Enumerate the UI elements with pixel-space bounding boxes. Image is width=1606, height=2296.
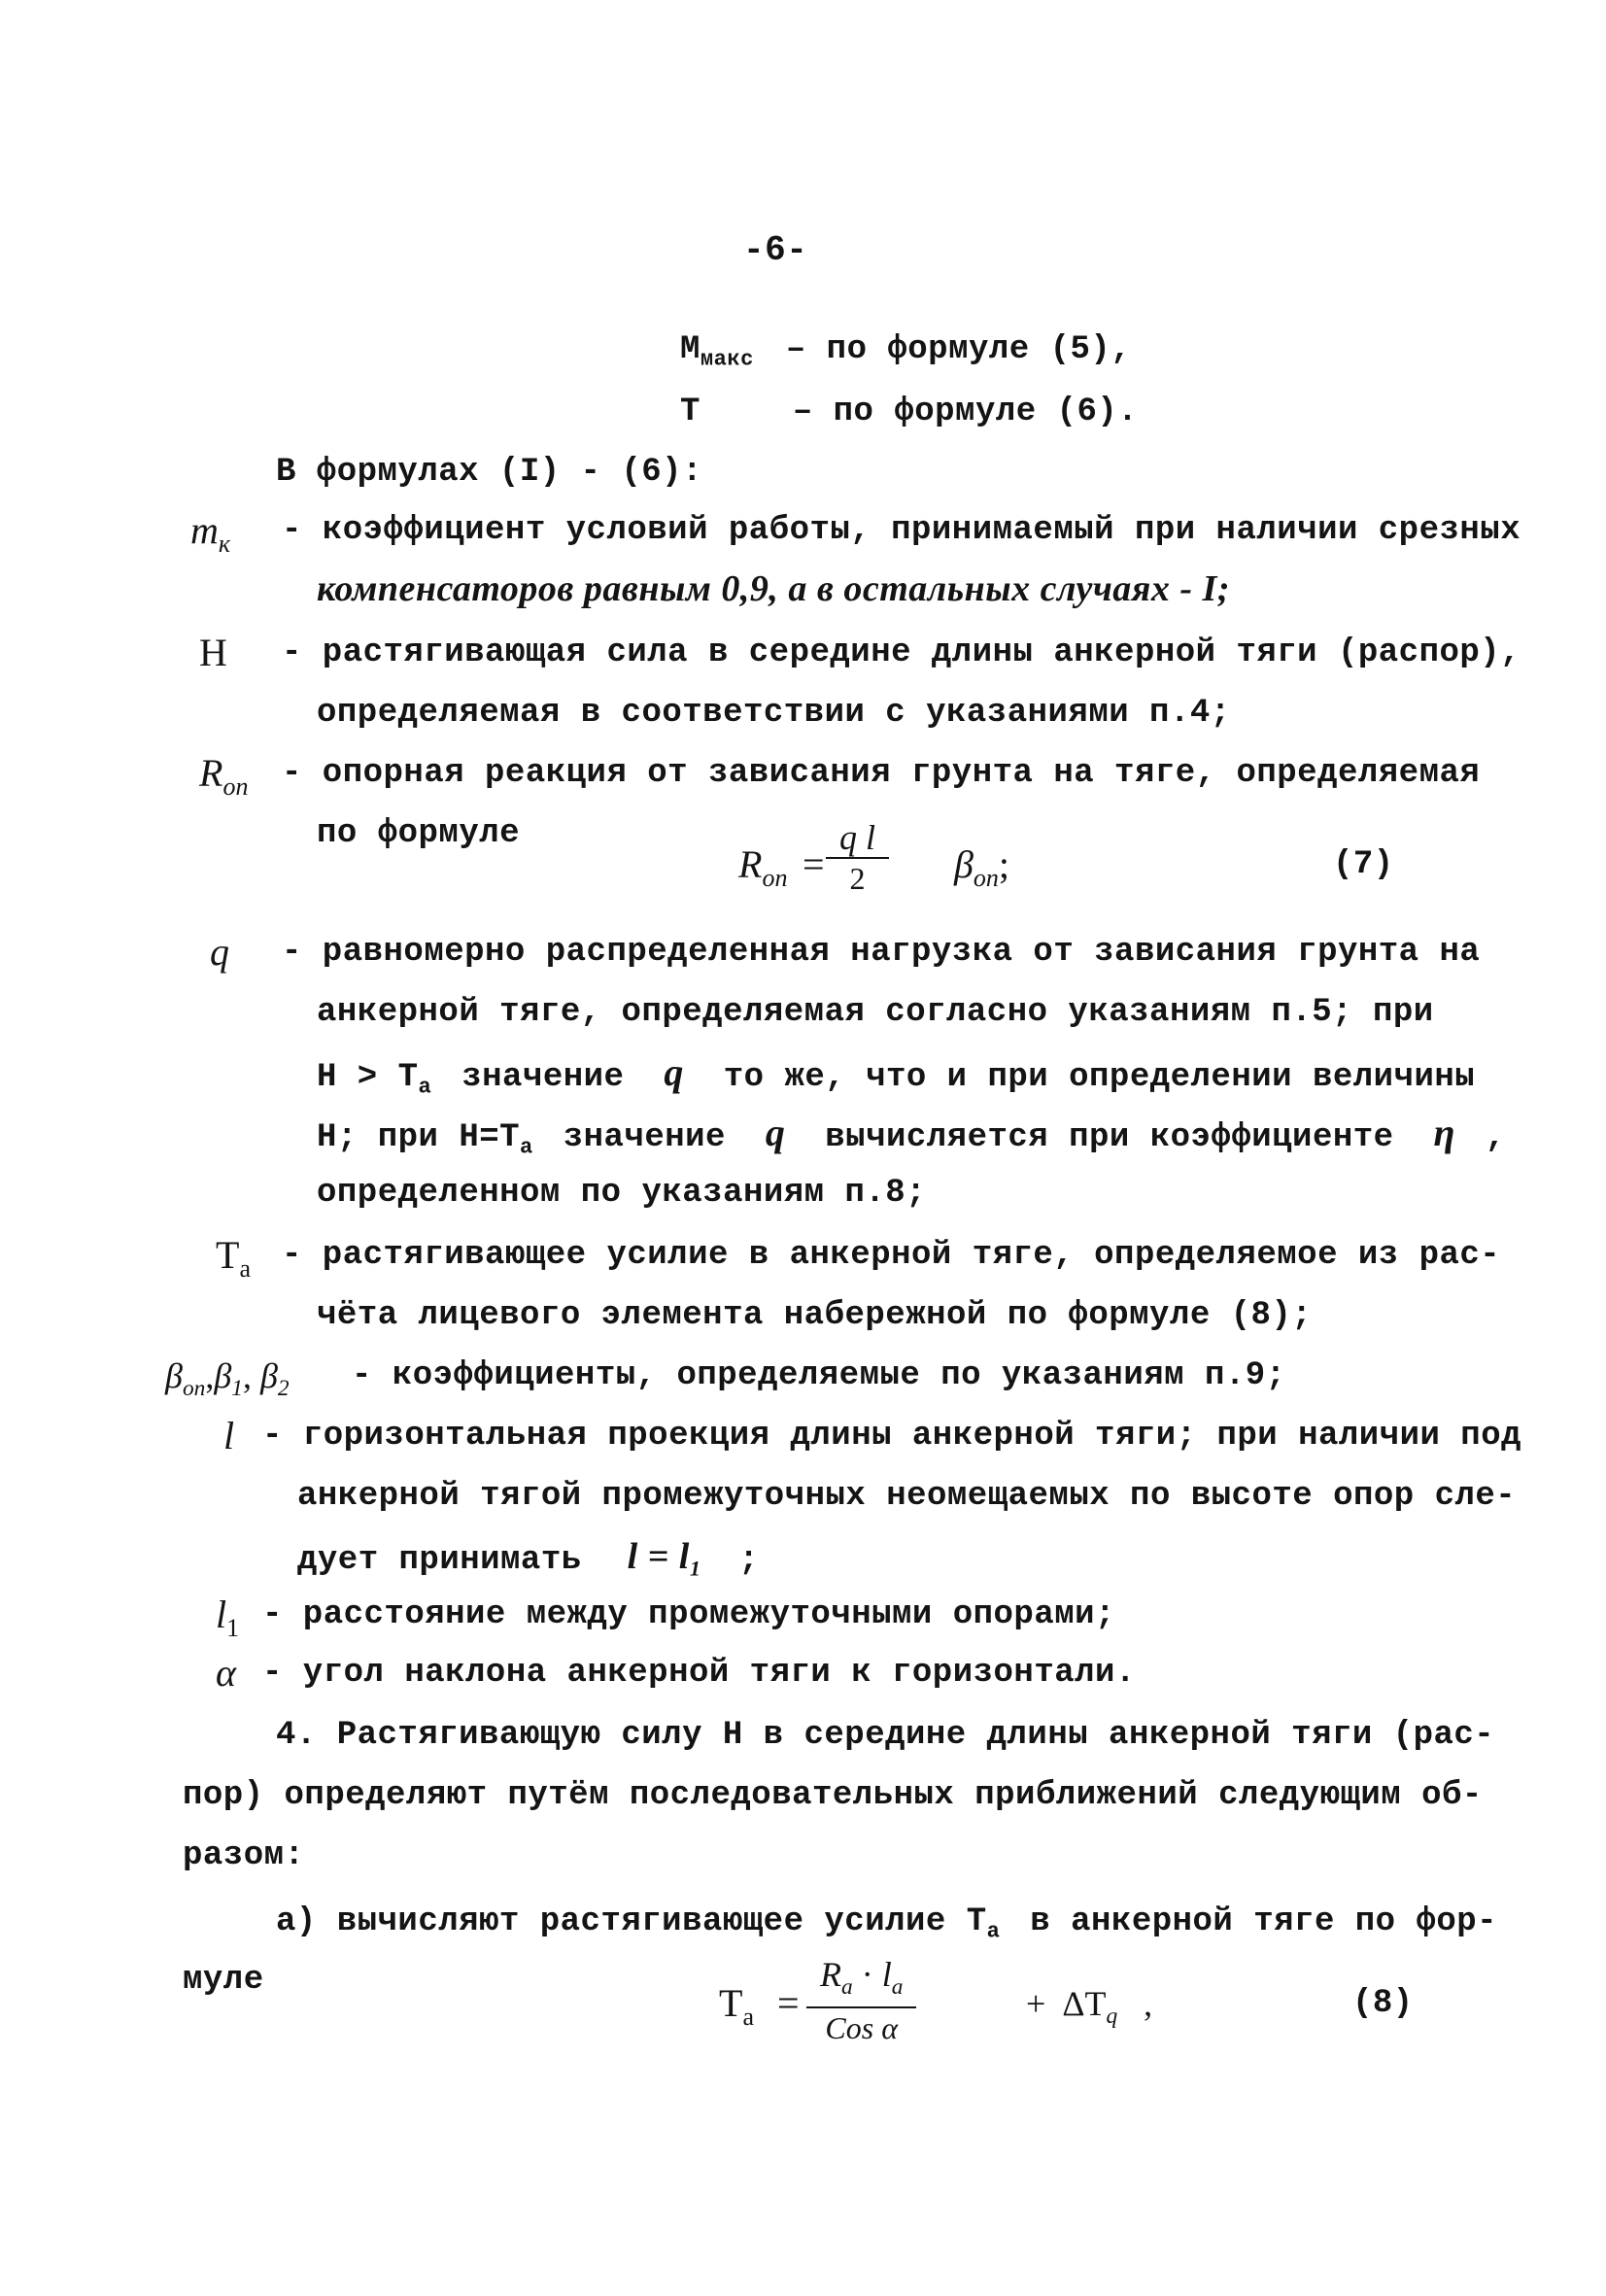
- formula8-number: (8): [1352, 1985, 1414, 2022]
- h-definition-line-2: определяемая в соответствии с указаниями п.4;: [317, 695, 1231, 732]
- q-definition-line-4: Н; при $Н=Т_а$ значение q вычисляется при коэффициенте η ,: [317, 1111, 1506, 1160]
- h-symbol: Н: [199, 631, 227, 674]
- l-definition-line-2: анкерной тягой промежуточных неомещаемых по высоте опор сле-: [297, 1478, 1517, 1515]
- ta-symbol: $Т_а$: [216, 1233, 251, 1284]
- formula8-plus-term: + $\Delta Т_q$ ,: [1026, 1984, 1153, 2030]
- mk-definition-line-2: компенсаторов равным 0,9, а в остальных случаях - I;: [317, 568, 1230, 609]
- r-op-definition-line-1: - опорная реакция от зависания грунта на тяге, определяемая: [282, 755, 1481, 792]
- h-definition-line-1: - растягивающая сила в середине длины анкерной тяги (распор),: [282, 634, 1521, 671]
- item-a-line-1: а) вычисляют растягивающее усилие $Т_а$ в анкерной тяге по фор-: [276, 1903, 1498, 1944]
- formula7-fraction: [826, 818, 889, 898]
- r-op-symbol: $R_{оп}$: [199, 751, 249, 802]
- paragraph4-line-3: разом:: [183, 1837, 305, 1874]
- l-definition-line-3: дует принимать $l = l_1$ ;: [297, 1536, 760, 1581]
- alpha-definition-line-1: - угол наклона анкерной тяги к горизонтали.: [262, 1655, 1136, 1692]
- paragraph4-line-1: 4. Растягивающую силу Н в середине длины анкерной тяги (рас-: [276, 1717, 1495, 1754]
- formulas-heading: В формулах (I) - (6):: [276, 454, 702, 491]
- paragraph4-line-2: пор) определяют путём последовательных приближений следующим об-: [183, 1777, 1483, 1814]
- item-a-line-2: муле: [183, 1962, 264, 1999]
- page-number: -6-: [743, 230, 808, 270]
- formula8-numerator: $R_a \cdot l_a$: [806, 1955, 916, 2008]
- formula8-equals: =: [777, 1981, 800, 2025]
- formula7-lhs: $R_{оп}$: [738, 842, 788, 893]
- q-definition-line-5: определенном по указаниям п.8;: [317, 1175, 927, 1212]
- r-op-definition-line-2: по формуле: [317, 815, 521, 852]
- q-symbol: q: [210, 930, 229, 974]
- beta-symbols: $\beta_{оп},\beta_1$, $\beta_2$: [165, 1356, 290, 1402]
- formula8-denominator: Cos α: [825, 2010, 898, 2046]
- mk-definition-line-1: - коэффициент условий работы, принимаемый при наличии срезных: [282, 512, 1521, 549]
- formula7-number: (7): [1333, 846, 1394, 883]
- formula7-denominator: 2: [849, 861, 866, 896]
- l1-definition-line-1: - расстояние между промежуточными опорами;: [262, 1596, 1115, 1633]
- m-max-symbol: М: [680, 331, 700, 368]
- formula7-numerator: q l: [826, 818, 889, 859]
- m-max-subscript: макс: [700, 347, 754, 372]
- q-definition-line-2: анкерной тяге, определяемая согласно указаниям п.5; при: [317, 994, 1434, 1031]
- l-symbol: l: [223, 1414, 235, 1457]
- alpha-symbol: α: [216, 1651, 236, 1695]
- formula7-rhs: $\beta_{оп}$;: [954, 842, 1010, 893]
- m-max-line: [680, 328, 1131, 382]
- t-symbol: Т: [680, 394, 700, 430]
- formula7-equals: =: [803, 842, 825, 886]
- mk-symbol: $m_к$: [190, 508, 231, 559]
- t-text: – по формуле (6).: [792, 394, 1139, 430]
- formula8-fraction: [806, 1955, 916, 2047]
- formula8-lhs: $Т_а$: [719, 1981, 754, 2032]
- l-definition-line-1: - горизонтальная проекция длины анкерной тяги; при наличии под: [262, 1418, 1522, 1455]
- beta-definition-line-1: - коэффициенты, определяемые по указаниям п.9;: [352, 1357, 1286, 1394]
- ta-definition-line-2: чёта лицевого элемента набережной по формуле (8);: [317, 1297, 1313, 1334]
- q-definition-line-1: - равномерно распределенная нагрузка от зависания грунта на: [282, 934, 1481, 971]
- l1-symbol: $l_1$: [216, 1593, 240, 1643]
- m-max-text: – по формуле (5),: [785, 331, 1132, 368]
- ta-definition-line-1: - растягивающее усилие в анкерной тяге, определяемое из рас-: [282, 1237, 1501, 1274]
- t-line: [680, 391, 1138, 433]
- q-definition-line-3: $Н > Т_а$ значение q то же, что и при определении величины: [317, 1050, 1476, 1100]
